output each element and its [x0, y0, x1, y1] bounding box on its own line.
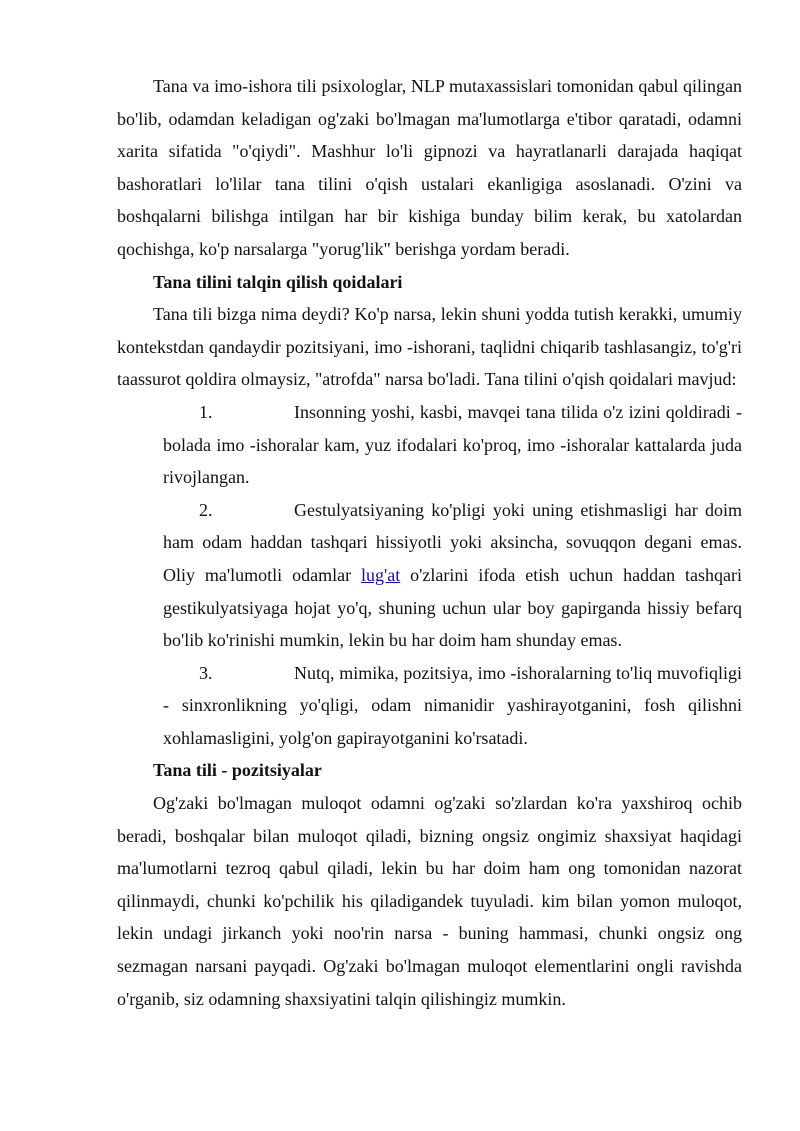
list-item-text: Gestulyatsiyaning ko'pligi yoki uning etishmasligi har doim ham odam haddan tashqari hissiyotli yoki aksincha, sovuqqon degani emas. Oliy ma'lumotli odamlar: [163, 499, 742, 585]
nonverbal-paragraph: Og'zaki bo'lmagan muloqot odamni og'zaki so'zlardan ko'ra yaxshiroq ochib beradi, boshqalar bilan muloqot qiladi, bizning ongsiz ongimiz shaxsiyat haqidagi ma'lumotlarni tezroq qabul qiladi, lekin bu har doim ham ong tomonidan nazorat qilinmaydi, chunki ko'pchilik his qiladigandek tuyuladi. kim bilan yomon muloqot, lekin undagi jirkanch yoki noo'rin narsa - buning hammasi, chunki ongsiz ong sezmagan narsani payqadi. Og'zaki bo'lmagan muloqot elementlarini ongli ravishda o'rganib, siz odamning shaxsiyatini talqin qilishingiz mumkin.: [117, 793, 742, 1009]
list-item-number: 1.: [199, 401, 213, 422]
intro-paragraph: Tana va imo-ishora tili psixologlar, NLP mutaxassislari tomonidan qabul qilingan bo'lib, odamdan keladigan og'zaki bo'lmagan ma'lumotlarga e'tibor qaratadi, odamni xarita sifatida "o'qiydi". Mashhur lo'li gipnozi va hayratlanarli darajada haqiqat bashoratlari lo'lilar tana tilini o'qish ustalari ekanligiga asoslanadi. O'zini va boshqalarni bilishga intilgan har bir kishiga bunday bilim kerak, bu xatolardan qochishga, ko'p narsalarga "yorug'lik" berishga yordam beradi.: [117, 76, 742, 259]
list-item-number: 3.: [199, 662, 213, 683]
list-item: [163, 657, 742, 755]
list-item-text: Insonning yoshi, kasbi, mavqei tana tilida o'z izini qoldiradi - bolada imo -ishoralar kam, yuz ifodalari ko'proq, imo -ishoralar kattalarda juda rivojlangan.: [163, 401, 742, 488]
list-item: [163, 494, 742, 657]
section-heading-positions: Tana tili - pozitsiyalar: [153, 760, 322, 781]
list-item-number: 2.: [199, 499, 213, 520]
rules-list: [117, 396, 742, 755]
section-heading-interpretation-rules: Tana tilini talqin qilish qoidalari: [153, 271, 403, 292]
rules-intro-paragraph: Tana tili bizga nima deydi? Ko'p narsa, lekin shuni yodda tutish kerakki, umumiy kontekstdan qandaydir pozitsiyani, imo -ishorani, taqlidni chiqarib tashlasangiz, to'g'ri taassurot qoldira olmaysiz, "atrofda" narsa bo'ladi. Tana tilini o'qish qoidalari mavjud:: [117, 304, 742, 390]
document-page: [117, 70, 742, 1015]
list-item: [163, 396, 742, 494]
list-item-text: o'zlarini ifoda etish uchun haddan tashqari gestikulyatsiyaga hojat yo'q, shuning uchun ular boy gapirganda hissiy befarq bo'lib ko'rinishi mumkin, lekin bu har doim ham shunday emas.: [163, 564, 742, 651]
lugat-link[interactable]: lug'at: [361, 564, 401, 585]
list-item-text: Nutq, mimika, pozitsiya, imo -ishoralarning to'liq muvofiqligi - sinxronlikning yo'qligi, odam nimanidir yashirayotganini, fosh qilishni xohlamasligini, yolg'on gapirayotganini ko'rsatadi.: [163, 662, 742, 748]
